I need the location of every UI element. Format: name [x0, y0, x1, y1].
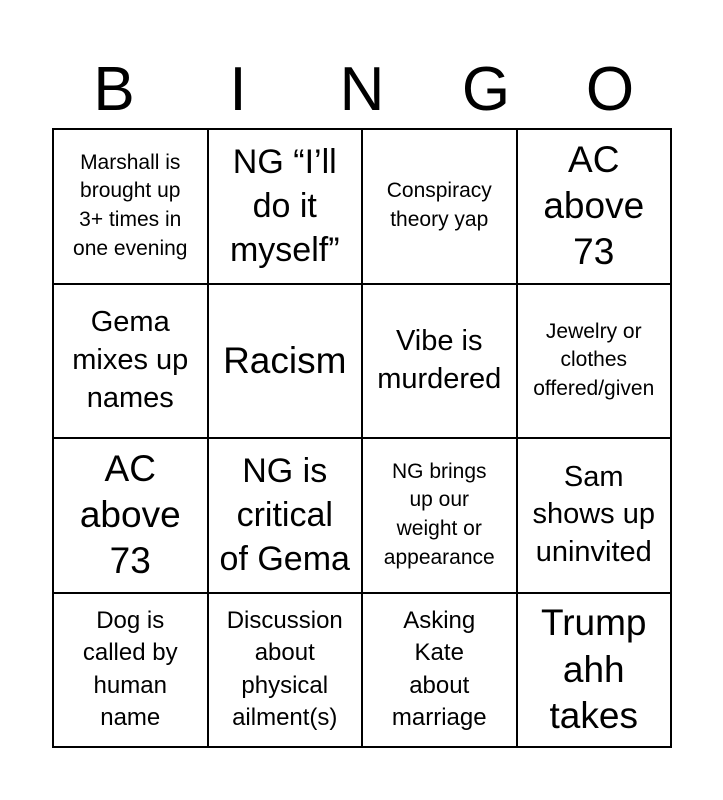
bingo-cell[interactable]	[53, 593, 208, 748]
bingo-cell-text: AC above 73	[79, 447, 181, 582]
bingo-cell[interactable]	[53, 284, 208, 439]
bingo-cell-text: Dog is called by human name	[82, 606, 178, 732]
bingo-cell-text: Jewelry or clothes offered/given	[533, 319, 655, 401]
bingo-board	[52, 128, 672, 748]
bingo-cell-text: Asking Kate about marriage	[391, 606, 487, 732]
bingo-cell[interactable]	[362, 438, 517, 593]
bingo-header	[52, 52, 672, 128]
header-letter-g: G	[461, 55, 511, 124]
bingo-cell-text: NG is critical of Gema	[219, 451, 350, 579]
bingo-cell-text: Trump ahh takes	[540, 602, 647, 736]
header-letter-n: N	[339, 55, 385, 124]
bingo-cell[interactable]	[517, 129, 672, 284]
bingo-cell[interactable]	[517, 593, 672, 748]
bingo-cell[interactable]	[53, 438, 208, 593]
header-letter-o: O	[585, 55, 635, 124]
header-letter-i: I	[229, 55, 247, 124]
bingo-cell[interactable]	[208, 284, 363, 439]
bingo-cell-text: Vibe is murdered	[377, 325, 502, 395]
bingo-cell[interactable]	[362, 284, 517, 439]
bingo-cell-text: Discussion about physical ailment(s)	[226, 606, 343, 732]
bingo-cell-text: NG “I’ll do it myself”	[229, 142, 340, 270]
bingo-cell-text: Conspiracy theory yap	[386, 179, 492, 232]
bingo-cell-text: Marshall is brought up 3+ times in one evening	[73, 150, 188, 261]
bingo-cell[interactable]	[208, 129, 363, 284]
bingo-cell-text: AC above 73	[543, 138, 645, 273]
bingo-cell-text: Racism	[223, 339, 347, 381]
bingo-cell-text: Gema mixes up names	[72, 306, 189, 414]
bingo-cell[interactable]	[517, 438, 672, 593]
bingo-cell[interactable]	[362, 593, 517, 748]
bingo-cell[interactable]	[53, 129, 208, 284]
bingo-cell[interactable]	[208, 438, 363, 593]
bingo-cell[interactable]	[362, 129, 517, 284]
bingo-cell-text: Sam shows up uninvited	[532, 460, 655, 569]
bingo-cell[interactable]	[517, 284, 672, 439]
bingo-cell[interactable]	[208, 593, 363, 748]
header-letter-b: B	[93, 55, 135, 124]
bingo-cell-text: NG brings up our weight or appearance	[383, 459, 495, 570]
